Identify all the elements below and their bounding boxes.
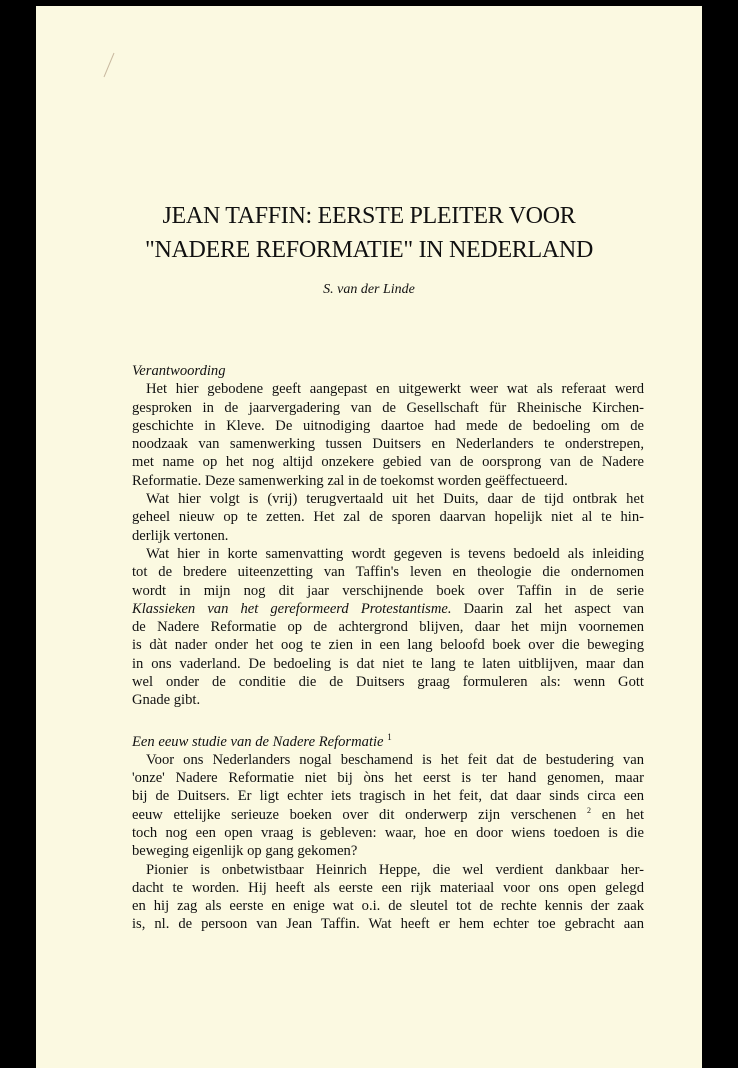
text-line: is dàt nader onder het oog te zien in een lang beloofd boek over die beweging — [132, 637, 644, 654]
text-line: wel onder de conditie die de Duitsers graag formuleren als: wenn Gott — [132, 674, 644, 691]
section-heading: Verantwoording — [132, 363, 226, 379]
text-line: bij de Duitsers. Er ligt echter iets tragisch in het feit, dat daar sinds circa een — [132, 788, 644, 805]
section — [132, 362, 644, 710]
text-line: de Nadere Reformatie op de achtergrond blijven, daar het mijn voornemen — [132, 619, 644, 636]
text-line: Gnade gibt. — [132, 692, 201, 709]
text-line: geheel nieuw op te zetten. Het zal de sporen daarvan hopelijk niet al te hin- — [132, 509, 644, 526]
text-line: is, nl. de persoon van Jean Taffin. Wat heeft er hem echter toe gebracht aan — [132, 916, 644, 933]
title-line-1: JEAN TAFFIN: EERSTE PLEITER VOOR — [162, 203, 576, 229]
text-line: met name op het nog altijd onzekere gebied van de oorsprong van de Nadere — [132, 454, 644, 471]
text-line: in ons vaderland. De bedoeling is dat niet te lang te laten uitblijven, maar dan — [132, 655, 644, 672]
section-heading: Een eeuw studie van de Nadere Reformatie $^1$ — [132, 731, 392, 750]
text-line: 'onze' Nadere Reformatie niet bij òns het eerst is ter hand genomen, maar — [132, 770, 644, 787]
footnote-marker: 2 — [587, 805, 592, 815]
document-page — [36, 6, 702, 1068]
text-line: derlijk vertonen. — [132, 527, 229, 544]
text-line: wordt in mijn nog dit jaar verschijnende boek over Taffin in de serie — [132, 582, 644, 599]
text-line: noodzaak van samenwerking tussen Duitsers en Nederlanders te onderstrepen, — [132, 436, 644, 453]
text-line: dacht te worden. Hij heeft als eerste een rijk materiaal voor ons open gelegd — [132, 879, 644, 896]
article-body — [132, 362, 644, 934]
text-line: Reformatie. Deze samenwerking zal in de toekomst worden geëffectueerd. — [132, 472, 568, 489]
text-line: Het hier gebodene geeft aangepast en uitgewerkt weer wat als referaat werd — [146, 381, 644, 398]
article-title — [36, 199, 702, 267]
series-title: Klassieken van het gereformeerd Protestantisme. — [132, 600, 452, 617]
text-line: gesproken in de jaarvergadering van de Gesellschaft für Rheinische Kirchen- — [132, 399, 644, 416]
text-line: eeuw ettelijke serieuze boeken over dit onderwerp zijn verschenen $^2$ en het — [132, 805, 644, 823]
section — [132, 728, 644, 934]
footnote-marker: 1 — [387, 731, 392, 742]
pencil-mark — [103, 52, 115, 78]
text-line: beweging eigenlijk op gang gekomen? — [132, 843, 358, 860]
text-line: Klassieken van het gereformeerd Protestantisme. Daarin zal het aspect van — [132, 600, 644, 617]
text-line: Wat hier volgt is (vrij) terugvertaald uit het Duits, daar de tijd ontbrak het — [146, 491, 644, 508]
text-line: Wat hier in korte samenvatting wordt gegeven is tevens bedoeld als inleiding — [146, 545, 644, 562]
title-line-2: "NADERE REFORMATIE" IN NEDERLAND — [145, 237, 593, 263]
text-line: toch nog een open vraag is gebleven: waar, hoe en door wiens toedoen is die — [132, 824, 644, 841]
text-line: Pionier is onbetwistbaar Heinrich Heppe, die wel verdient dankbaar her- — [146, 861, 644, 878]
text-line: geschichte in Kleve. De uitnodiging daartoe had mede de bedoeling om de — [132, 417, 644, 434]
text-line: tot de bredere uiteenzetting van Taffin's leven en theologie die ondernomen — [132, 564, 644, 581]
text-line: Voor ons Nederlanders nogal beschamend is het feit dat de bestudering van — [146, 751, 644, 768]
article-author: S. van der Linde — [323, 282, 415, 297]
text-line: en hij zag als eerste en enige wat o.i. de sleutel tot de rechte kennis der zaak — [132, 898, 644, 915]
